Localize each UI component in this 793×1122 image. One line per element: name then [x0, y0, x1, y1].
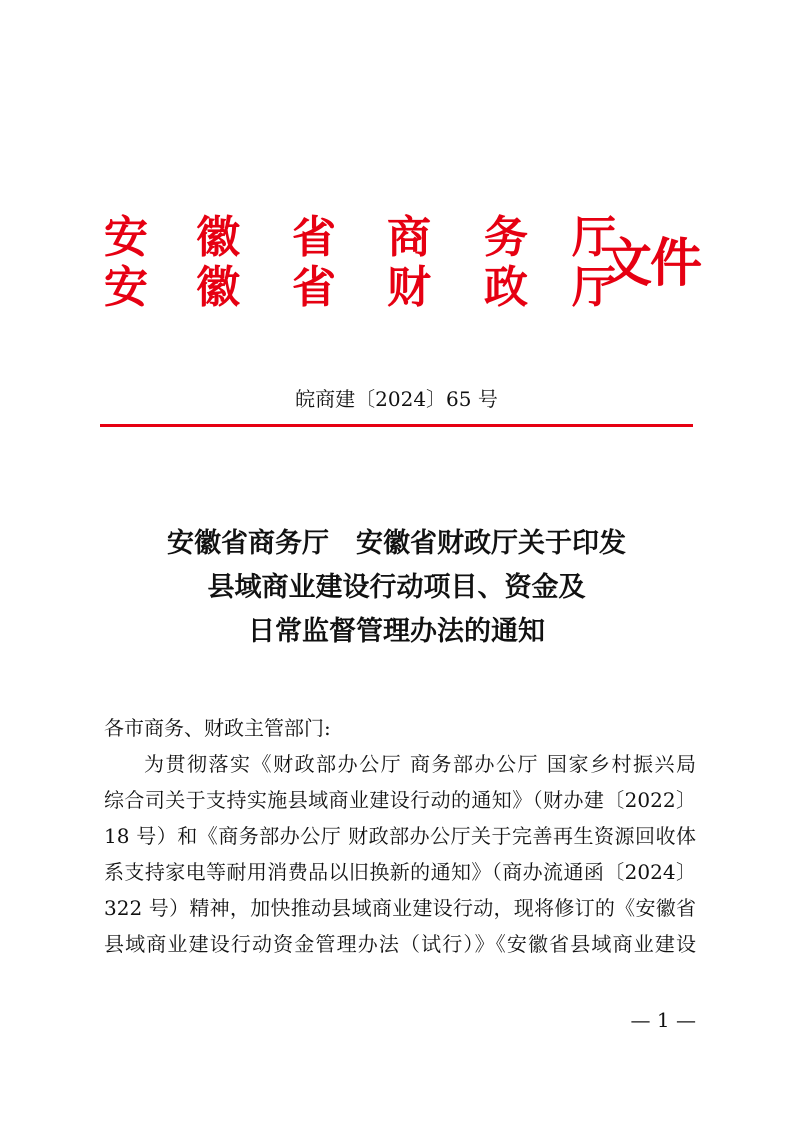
issuer-char: 厅 — [572, 212, 616, 263]
issuer-header — [100, 200, 701, 313]
salutation: 各市商务、财政主管部门: — [104, 716, 331, 740]
issuer-char: 务 — [484, 212, 528, 263]
issuer-char: 政 — [484, 262, 528, 313]
page-number: — 1 — — [630, 1008, 696, 1032]
red-divider — [100, 424, 693, 427]
document-suffix: 文件 — [600, 233, 701, 294]
document-title — [100, 522, 693, 654]
issuer-char: 省 — [292, 262, 336, 313]
body-line: 322 号）精神，加快推动县域商业建设行动，现将修订的《安徽省 — [104, 896, 696, 920]
issuer-char: 安 — [104, 212, 148, 263]
issuer-commerce-department — [100, 212, 616, 264]
body-line: 系支持家电等耐用消费品以旧换新的通知》（商办流通函〔2024〕 — [104, 860, 696, 884]
body-line: 综合司关于支持实施县域商业建设行动的通知》（财办建〔2022〕 — [104, 788, 696, 812]
body-line: 县域商业建设行动资金管理办法（试行）》《安徽省县域商业建设 — [104, 932, 696, 956]
title-line: 安徽省商务厅 安徽省财政厅关于印发 — [167, 528, 626, 559]
issuer-char: 财 — [387, 262, 431, 313]
body-line: 为贯彻落实《财政部办公厅 商务部办公厅 国家乡村振兴局 — [144, 752, 696, 776]
issuer-char: 安 — [104, 262, 148, 313]
title-line: 日常监督管理办法的通知 — [248, 616, 545, 647]
issuer-char: 厅 — [572, 262, 616, 313]
body-line: 18 号）和《商务部办公厅 财政部办公厅关于完善再生资源回收体 — [104, 824, 696, 848]
issuer-char: 徽 — [196, 262, 240, 313]
issuer-char: 省 — [292, 212, 336, 263]
document-number: 皖商建〔2024〕65 号 — [295, 387, 498, 411]
issuer-finance-department — [100, 262, 616, 314]
title-line: 县域商业建设行动项目、资金及 — [207, 572, 586, 603]
issuer-char: 商 — [387, 212, 431, 263]
issuer-char: 徽 — [196, 212, 240, 263]
